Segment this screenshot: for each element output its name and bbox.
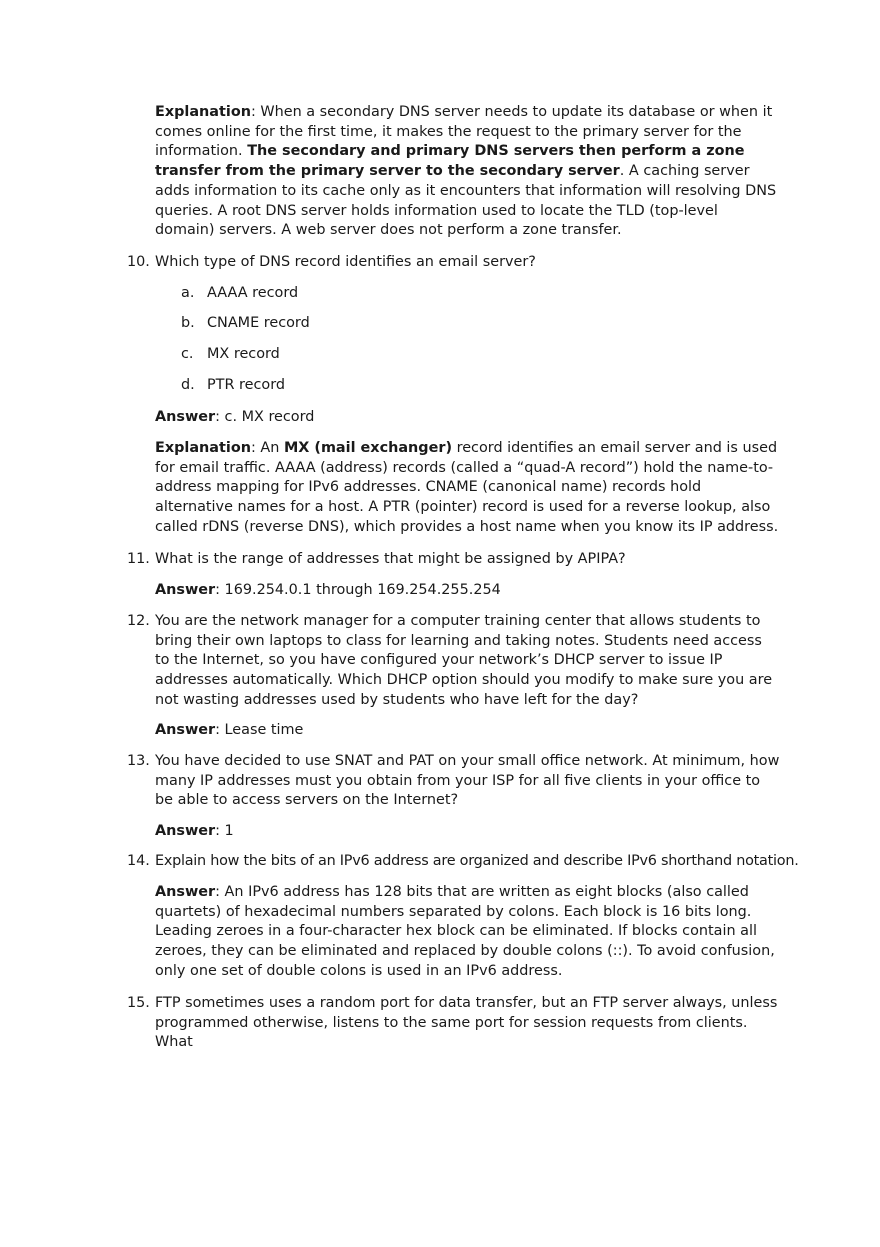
answer-text: : Lease time <box>215 722 304 738</box>
option-text: CNAME record <box>207 315 310 331</box>
option-text: MX record <box>207 346 280 362</box>
answer-text: : An IPv6 address has 128 bits that are written as eight blocks (also called quartets) of hexadecimal numbers separated by colons. Each block is 16 bits long. Leading zeroes in a four-character hex block can be eliminated. If blocks contain all zeroes, they can be eliminated and replaced by double colons (::). To avoid confusion, only one set of double colons is used in an IPv6 address. <box>155 884 775 979</box>
question-number: 15. <box>127 995 150 1011</box>
explanation-text: : When a secondary DNS server needs to update its database or when it comes online for the first time, it makes the request to the primary server for the information. <box>155 104 773 160</box>
answer-label: Answer <box>155 722 216 738</box>
option-letter: b. <box>181 315 195 331</box>
question-number: 12. <box>127 613 150 629</box>
option-letter: c. <box>181 346 194 362</box>
answer-text: : c. MX record <box>215 409 315 425</box>
answer-label: Answer <box>155 884 216 900</box>
answer <box>155 883 780 982</box>
explanation-text: . A caching server adds information to its cache only as it encounters that information will resolving DNS queries. A root DNS server holds information used to locate the TLD (top-level domain) servers. A web server does not perform a zone transfer. <box>155 163 777 239</box>
question-text: You are the network manager for a computer training center that allows students to bring their own laptops to class for learning and taking notes. Students need access to the Internet, so you have configured your network’s DHCP server to issue IP addresses automatically. Which DHCP option should you modify to make sure you are not wasting addresses used by students who have left for the day? <box>155 613 773 708</box>
answer <box>155 822 780 842</box>
question-number: 10. <box>127 254 150 270</box>
answer-text: : 1 <box>215 823 234 839</box>
answer-label: Answer <box>155 409 216 425</box>
question-text: Which type of DNS record identifies an email server? <box>155 254 536 270</box>
answer-label: Answer <box>155 582 216 598</box>
option-text: PTR record <box>207 377 286 393</box>
question-number: 14. <box>127 853 150 869</box>
explanation-label: Explanation <box>155 440 251 456</box>
question-text: Explain how the bits of an IPv6 address are organized and describe IPv6 shorthand notation. <box>155 853 799 869</box>
question-text: You have decided to use SNAT and PAT on your small office network. At minimum, how many IP addresses must you obtain from your ISP for all five clients in your office to be able to access servers on the Internet? <box>155 753 780 809</box>
option-letter: a. <box>181 285 195 301</box>
explanation-label: Explanation <box>155 104 251 120</box>
explanation-text: record identifies an email server and is used for email traffic. AAAA (address) records (called a “quad-A record”) hold the name-to-address mapping for IPv6 addresses. CNAME (canonical name) records hold alternative names for a host. A PTR (pointer) record is used for a reverse lookup, also called rDNS (reverse DNS), which provides a host name when you know its IP address. <box>155 440 779 535</box>
question-text: FTP sometimes uses a random port for data transfer, but an FTP server always, unless programmed otherwise, listens to the same port for session requests from clients. What <box>155 995 778 1051</box>
answer <box>155 721 780 741</box>
previous-explanation <box>155 103 780 241</box>
answer-text: : 169.254.0.1 through 169.254.255.254 <box>215 582 501 598</box>
question-text: What is the range of addresses that might be assigned by APIPA? <box>155 551 626 567</box>
option-letter: d. <box>181 377 195 393</box>
answer <box>155 408 780 428</box>
question-number: 13. <box>127 753 150 769</box>
explanation-bold-text: The secondary and primary DNS servers then perform a zone transfer from the primary server to the secondary server <box>155 143 745 180</box>
option-text: AAAA record <box>207 285 299 301</box>
question-number: 11. <box>127 551 150 567</box>
answer-label: Answer <box>155 823 216 839</box>
explanation <box>155 439 780 538</box>
explanation-text: : An <box>250 440 284 456</box>
answer <box>155 581 780 601</box>
explanation-bold-text: MX (mail exchanger) <box>283 440 453 456</box>
